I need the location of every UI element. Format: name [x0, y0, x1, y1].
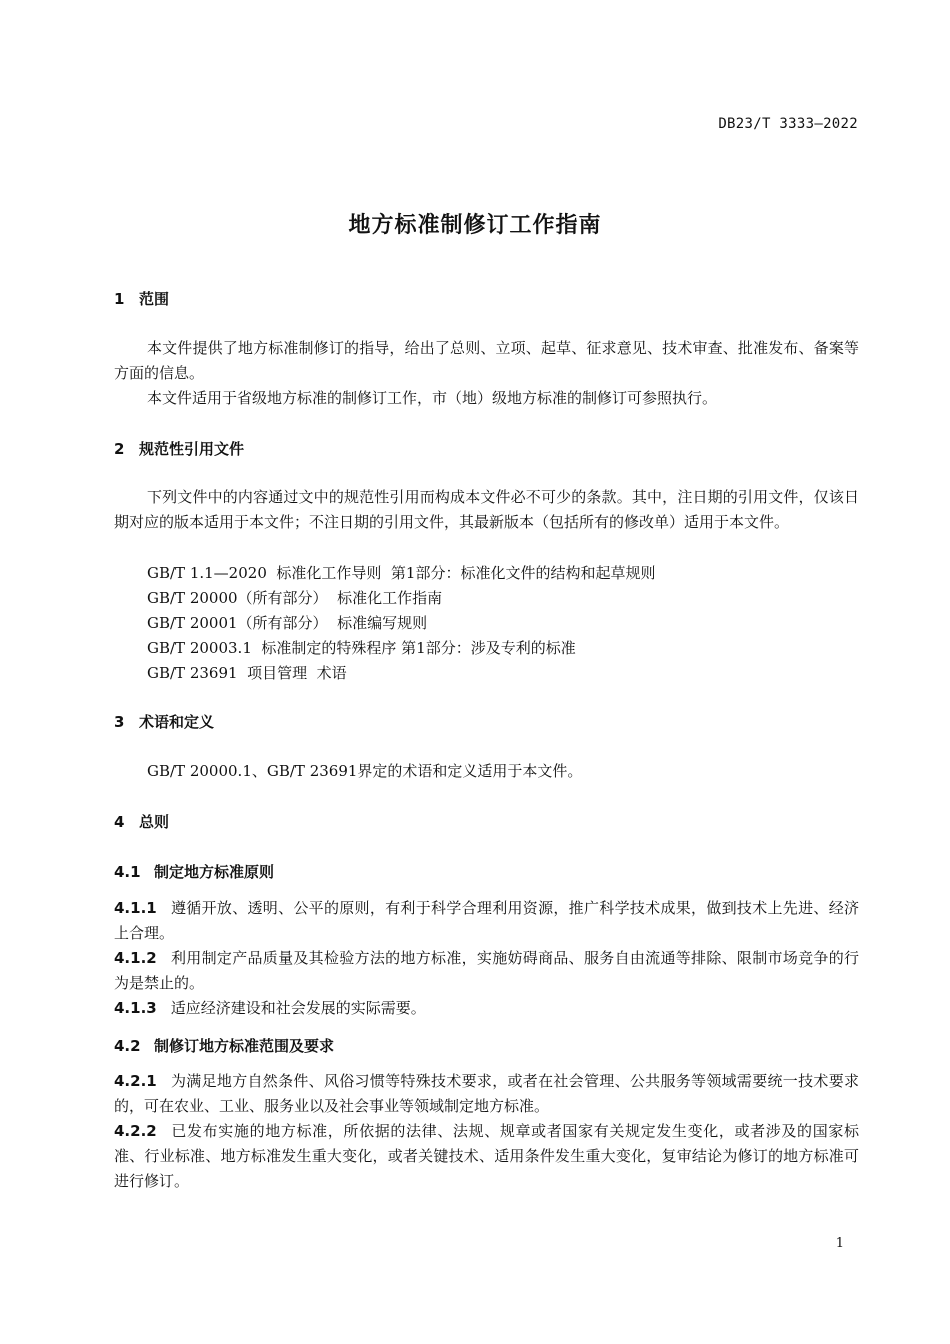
document-title: 地方标准制修订工作指南	[348, 213, 602, 238]
section-title: 规范性引用文件	[139, 440, 245, 458]
clause-4-2-1	[114, 1069, 859, 1119]
paragraph-scope-1: 本文件提供了地方标准制修订的指导，给出了总则、立项、起草、征求意见、技术审查、批准发布、备案等方面的信息。	[114, 339, 859, 382]
subsection-heading-4-2	[114, 1035, 334, 1056]
clause-number: 4.1.3	[114, 999, 157, 1017]
section-heading-general	[114, 811, 169, 832]
clause-text: 适应经济建设和社会发展的实际需要。	[170, 999, 426, 1017]
clause-text: 已发布实施的地方标准，所依据的法律、法规、规章或者国家有关规定发生变化，或者涉及的国家标准、行业标准、地方标准发生重大变化，或者关键技术、适用条件发生重大变化，复审结论为修订的地方标准可进行修订。	[114, 1122, 859, 1190]
clause-4-1-1	[114, 896, 859, 946]
section-number: 2	[114, 440, 125, 458]
section-title: 总则	[139, 813, 170, 831]
paragraph-references-intro: 下列文件中的内容通过文中的规范性引用而构成本文件必不可少的条款。其中，注日期的引用文件，仅该日期对应的版本适用于本文件；不注日期的引用文件，其最新版本（包括所有的修改单）适用于本文件。	[114, 488, 859, 531]
clause-4-1-2	[114, 946, 859, 996]
section-heading-terms	[114, 711, 214, 732]
subsection-number: 4.2	[114, 1037, 141, 1055]
section-title: 术语和定义	[139, 713, 215, 731]
section-number: 3	[114, 713, 125, 731]
clause-text: 为满足地方自然条件、风俗习惯等特殊技术要求，或者在社会管理、公共服务等领域需要统一技术要求的，可在农业、工业、服务业以及社会事业等领域制定地方标准。	[114, 1072, 859, 1115]
section-number: 1	[114, 290, 125, 308]
document-code: DB23/T 3333—2022	[718, 116, 858, 132]
section-heading-normative-references	[114, 438, 244, 459]
subsection-title: 制定地方标准原则	[154, 863, 275, 881]
reference-item: GB/T 23691 项目管理 术语	[147, 664, 347, 682]
clause-text: 遵循开放、透明、公平的原则，有利于科学合理利用资源，推广科学技术成果，做到技术上先进、经济上合理。	[114, 899, 859, 942]
page-number: 1	[835, 1236, 844, 1251]
reference-item: GB/T 20000（所有部分） 标准化工作指南	[147, 589, 443, 607]
reference-item: GB/T 1.1—2020 标准化工作导则 第1部分：标准化文件的结构和起草规则	[147, 564, 656, 582]
section-heading-scope	[114, 288, 169, 309]
paragraph-terms: GB/T 20000.1、GB/T 23691界定的术语和定义适用于本文件。	[147, 762, 583, 780]
section-number: 4	[114, 813, 125, 831]
subsection-heading-4-1	[114, 861, 274, 882]
clause-number: 4.2.2	[114, 1122, 157, 1140]
clause-number: 4.1.2	[114, 949, 157, 967]
clause-4-2-2	[114, 1119, 859, 1194]
clause-text: 利用制定产品质量及其检验方法的地方标准，实施妨碍商品、服务自由流通等排除、限制市场竞争的行为是禁止的。	[114, 949, 859, 992]
clause-number: 4.1.1	[114, 899, 157, 917]
reference-item: GB/T 20003.1 标准制定的特殊程序 第1部分：涉及专利的标准	[147, 639, 576, 657]
reference-item: GB/T 20001（所有部分） 标准编写规则	[147, 614, 428, 632]
subsection-number: 4.1	[114, 863, 141, 881]
clause-number: 4.2.1	[114, 1072, 157, 1090]
paragraph-scope-2: 本文件适用于省级地方标准的制修订工作，市（地）级地方标准的制修订可参照执行。	[147, 389, 718, 407]
clause-4-1-3	[114, 996, 859, 1021]
subsection-title: 制修订地方标准范围及要求	[154, 1037, 335, 1055]
section-title: 范围	[139, 290, 170, 308]
